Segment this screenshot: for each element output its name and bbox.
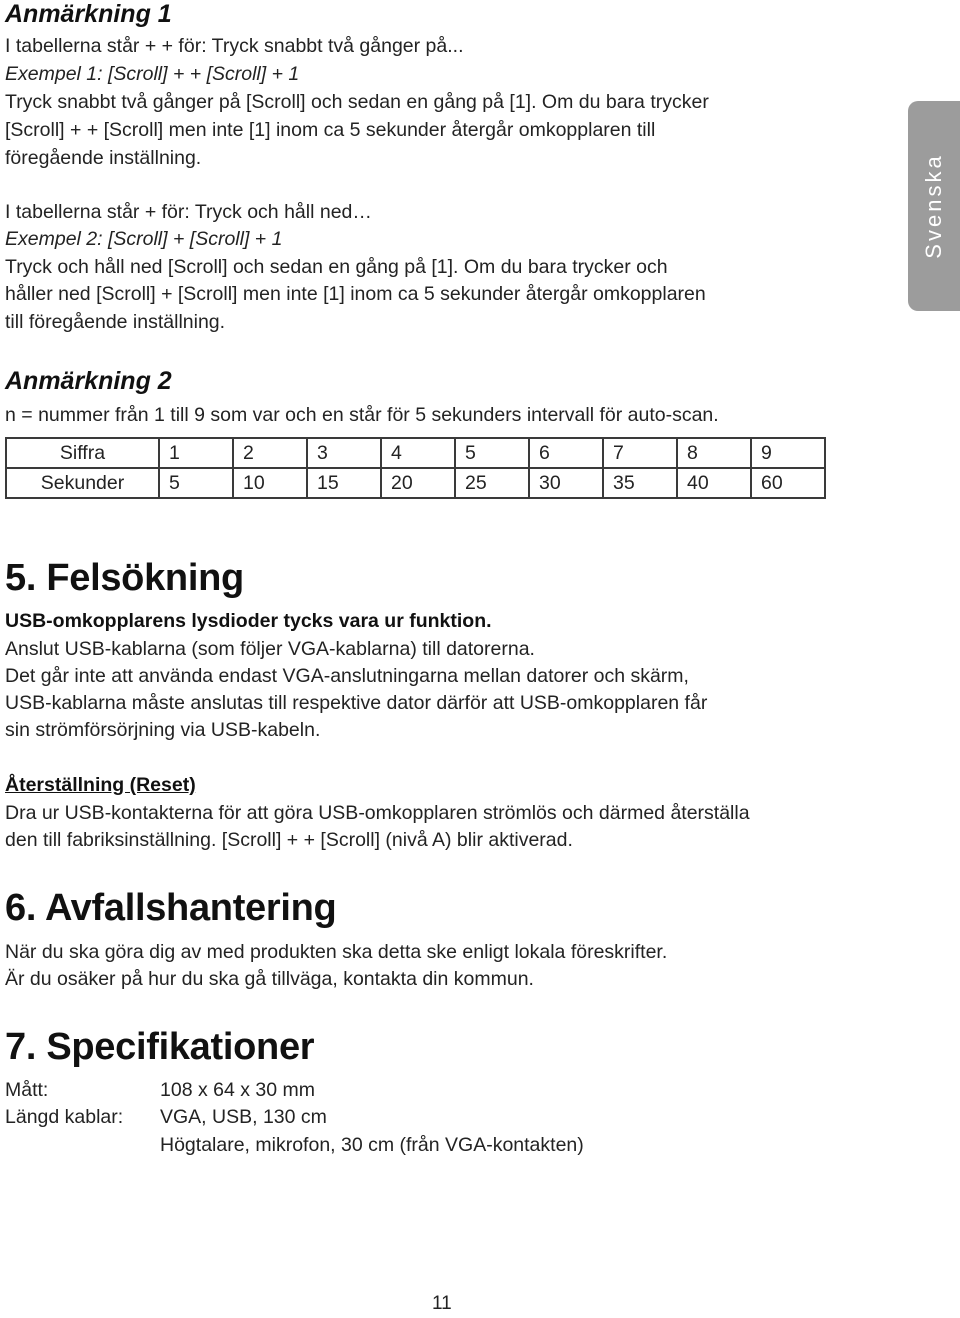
section5-heading: 5. Felsökning (5, 557, 244, 599)
table-cell: 10 (233, 468, 307, 498)
table-cell: 6 (529, 438, 603, 468)
spec-value: 108 x 64 x 30 mm (160, 1079, 315, 1101)
note1-line-a3: Tryck snabbt två gånger på [Scroll] och sedan en gång på [1]. Om du bara trycker (5, 91, 709, 113)
note2-heading: Anmärkning 2 (5, 367, 172, 395)
table-cell: 1 (159, 438, 233, 468)
table-cell: 35 (603, 468, 677, 498)
section5-line2: Det går inte att använda endast VGA-anslutningarna mellan datorer och skärm, (5, 665, 689, 687)
table-cell: 3 (307, 438, 381, 468)
section5-reset-line1: Dra ur USB-kontakterna för att göra USB-omkopplaren strömlös och därmed återställa (5, 802, 750, 824)
table-cell: 25 (455, 468, 529, 498)
page-number: 11 (432, 1293, 452, 1314)
table-cell: 15 (307, 468, 381, 498)
table-cell: 20 (381, 468, 455, 498)
section5-line3: USB-kablarna måste anslutas till respektive dator därför att USB-omkopplaren får (5, 692, 708, 714)
table-row (6, 468, 825, 498)
table-row-label: Sekunder (6, 468, 159, 498)
table-cell: 7 (603, 438, 677, 468)
section7-heading: 7. Specifikationer (5, 1026, 315, 1068)
language-side-tab-label: Svenska (921, 153, 946, 259)
section6-line1: När du ska göra dig av med produkten ska detta ske enligt lokala föreskrifter. (5, 941, 668, 963)
spec-value: VGA, USB, 130 cm (160, 1106, 327, 1128)
note1-line-a5: föregående inställning. (5, 147, 202, 169)
spec-label: Mått: (5, 1079, 49, 1101)
table-cell: 40 (677, 468, 751, 498)
note1-line-b1: I tabellerna står + för: Tryck och håll ned… (5, 201, 372, 223)
table-cell: 8 (677, 438, 751, 468)
table-cell: 5 (455, 438, 529, 468)
note1-example1: Exempel 1: [Scroll] + + [Scroll] + 1 (5, 63, 300, 85)
section6-heading: 6. Avfallshantering (5, 887, 337, 929)
spec-label: Längd kablar: (5, 1106, 124, 1128)
section5-subheading-leds: USB-omkopplarens lysdioder tycks vara ur funktion. (5, 610, 492, 632)
section6-line2: Är du osäker på hur du ska gå tillväga, kontakta din kommun. (5, 968, 534, 990)
table-cell: 9 (751, 438, 825, 468)
section5-line4: sin strömförsörjning via USB-kabeln. (5, 719, 321, 741)
note1-example2: Exempel 2: [Scroll] + [Scroll] + 1 (5, 228, 283, 250)
table-cell: 30 (529, 468, 603, 498)
note1-heading: Anmärkning 1 (5, 0, 172, 28)
table-cell: 4 (381, 438, 455, 468)
table-cell: 2 (233, 438, 307, 468)
spec-value: Högtalare, mikrofon, 30 cm (från VGA-kontakten) (160, 1134, 584, 1156)
section5-subheading-reset: Återställning (Reset) (5, 774, 196, 796)
section5-reset-line2: den till fabriksinställning. [Scroll] + + [Scroll] (nivå A) blir aktiverad. (5, 829, 573, 851)
note2-text: n = nummer från 1 till 9 som var och en står för 5 sekunders intervall för auto-scan. (5, 404, 719, 426)
section5-line1: Anslut USB-kablarna (som följer VGA-kablarna) till datorerna. (5, 638, 535, 660)
autoscan-table (5, 437, 826, 499)
table-cell: 60 (751, 468, 825, 498)
note1-line-a4: [Scroll] + + [Scroll] men inte [1] inom ca 5 sekunder återgår omkopplaren till (5, 119, 656, 141)
note1-line-b5: till föregående inställning. (5, 311, 226, 333)
note1-line-b3: Tryck och håll ned [Scroll] och sedan en gång på [1]. Om du bara trycker och (5, 256, 668, 278)
note1-line-a1: I tabellerna står + + för: Tryck snabbt två gånger på... (5, 35, 464, 57)
table-row-label: Siffra (6, 438, 159, 468)
note1-line-b4: håller ned [Scroll] + [Scroll] men inte [1] inom ca 5 sekunder återgår omkopplaren (5, 283, 706, 305)
table-cell: 5 (159, 468, 233, 498)
table-row (6, 438, 825, 468)
